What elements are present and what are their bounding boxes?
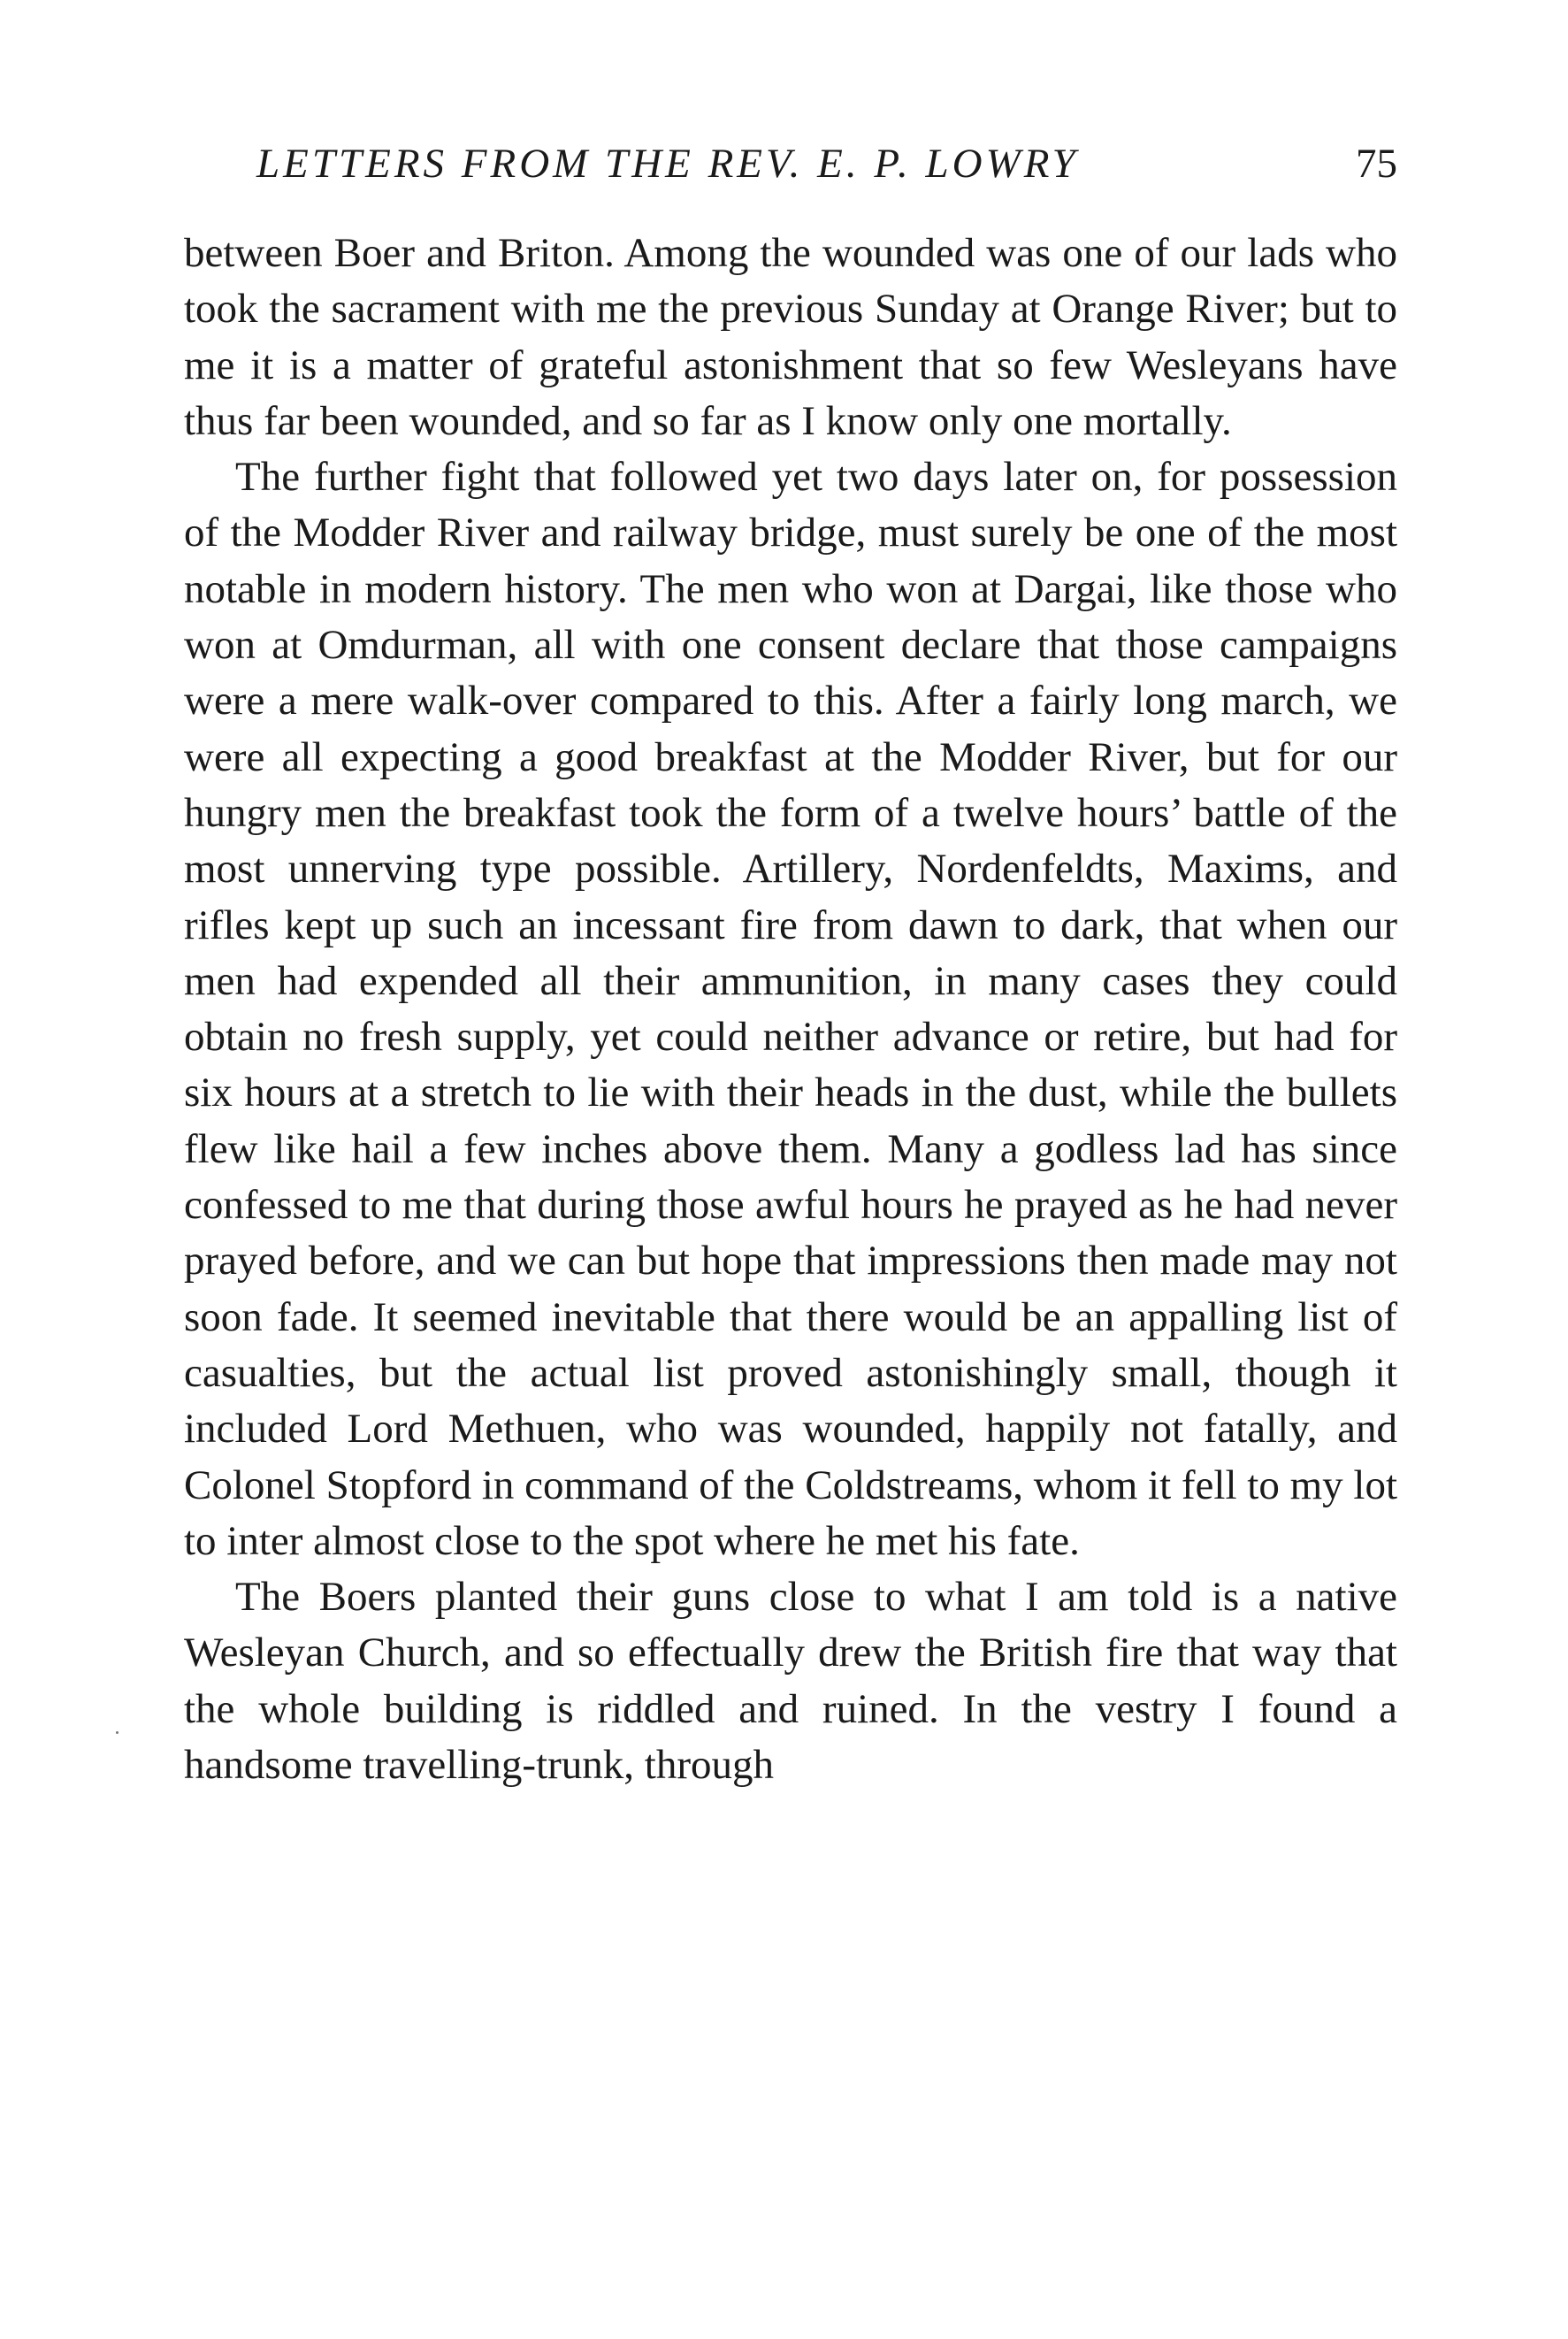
paragraph-wesleyan-church: The Boers planted their guns close to what I am told is a native Wesleyan Church, and so effectually drew the British fire that way that the whole building is riddled and ruined. In the vestry I found a handsome travelling-trunk, through	[184, 1574, 1397, 1789]
stray-ink-mark	[116, 1731, 119, 1734]
running-head	[256, 133, 1397, 195]
body-text	[184, 226, 1397, 1793]
page-number: 75	[1356, 141, 1397, 187]
running-title: LETTERS FROM THE REV. E. P. LOWRY	[256, 141, 1079, 187]
paragraph-modder-river-fight: The further fight that followed yet two days later on, for possession of the Modder River and railway bridge, must surely be one of the most notable in modern history. The men who won at Dargai, like those who won at Omdurman, all with one consent declare that those campaigns were a mere walk-over compared to this. After a fairly long march, we were all expecting a good breakfast at the Modder River, but for our hungry men the breakfast took the form of a twelve hours’ battle of the most unnerving type possible. Artillery, Nordenfeldts, Maxims, and rifles kept up such an incessant fire from dawn to dark, that when our men had expended all their ammunition, in many cases they could obtain no fresh supply, yet could neither advance or retire, but had for six hours at a stretch to lie with their heads in the dust, while the bullets flew like hail a few inches above them. Many a godless lad has since confessed to me that during those awful hours he prayed as he had never prayed before, and we can but hope that impressions then made may not soon fade. It seemed inevitable that there would be an appalling list of casualties, but the actual list proved astonishingly small, though it included Lord Methuen, who was wounded, happily not fatally, and Colonel Stopford in command of the Coldstreams, whom it fell to my lot to inter almost close to the spot where he met his fate.	[184, 454, 1397, 1564]
paragraph-continued: between Boer and Briton. Among the wounded was one of our lads who took the sacrament with me the previous Sunday at Orange River; but to me it is a matter of grateful astonishment that so few Wesleyans have thus far been wounded, and so far as I know only one mortally.	[184, 230, 1397, 444]
